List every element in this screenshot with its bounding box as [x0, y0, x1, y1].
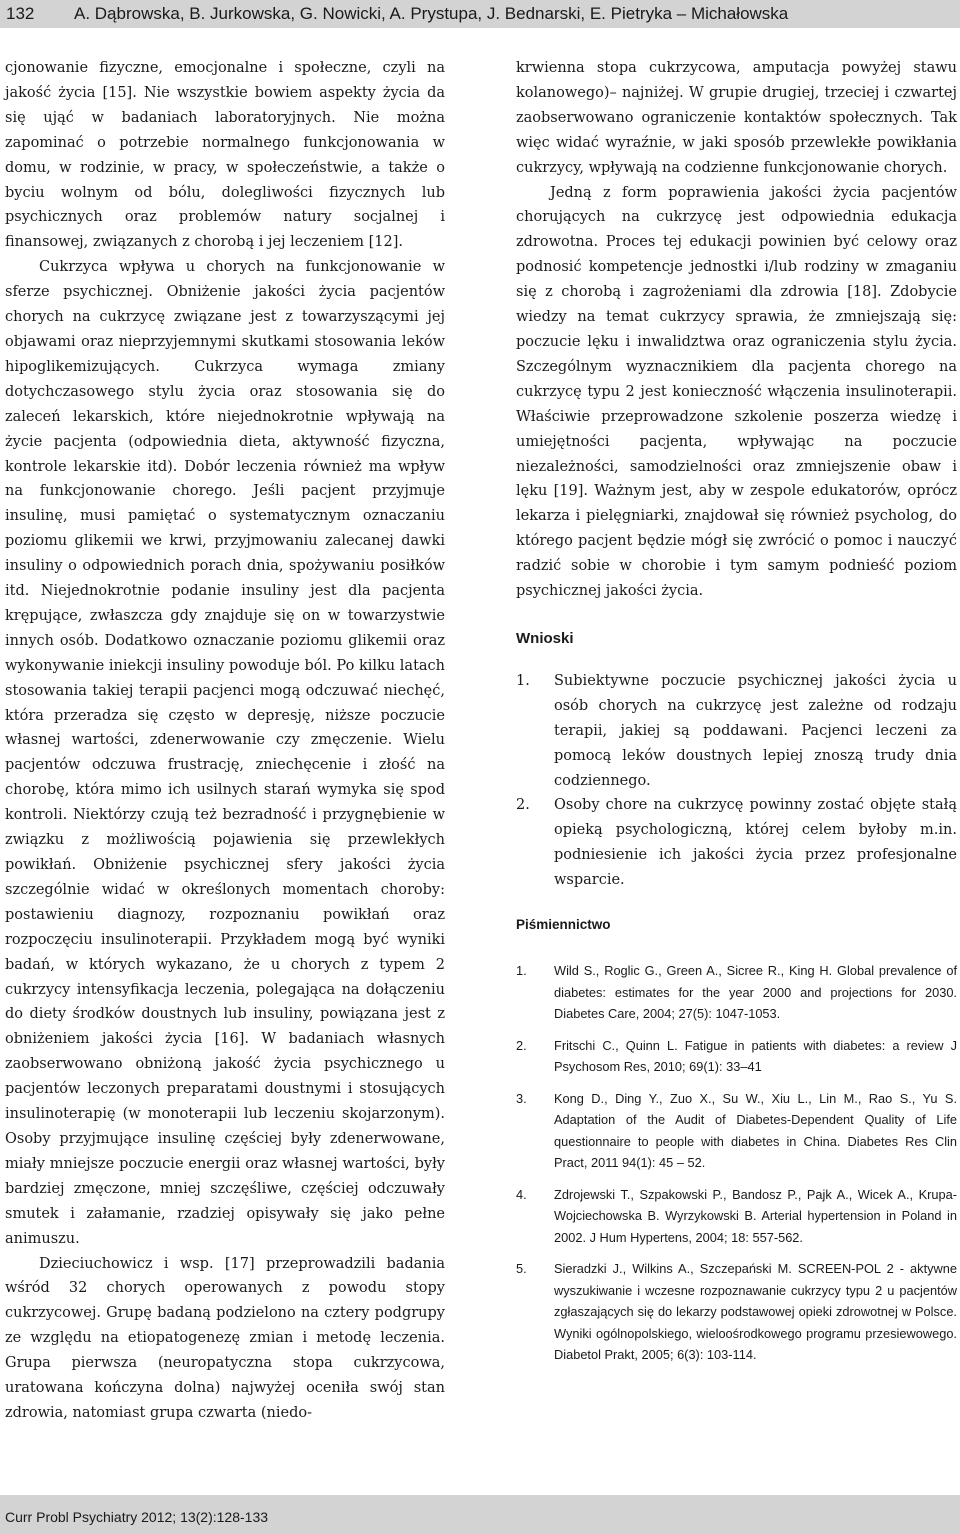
- conclusions-heading: Wnioski: [516, 629, 574, 647]
- reference-text: Sieradzki J., Wilkins A., Szczepański M. SCREEN-POL 2 - aktywne wyszukiwanie i wczesne rozpoznawanie cukrzycy typu 2 u pacjentów zgłaszających się do lekarzy podstawowej opieki zdrowotnej w Polsce. Wyniki ogólnopolskiego, wieloośrodkowego programu przesiewowego. Diabetol Prakt, 2005; 6(3): 103-114.: [554, 1261, 957, 1363]
- conclusions-list: [516, 669, 957, 893]
- right-column: [516, 56, 957, 1376]
- conclusion-text: Osoby chore na cukrzycę powinny zostać objęte stałą opieką psychologiczną, której celem byłoby m.in. podniesienie ich jakości życia przez profesjonalne wsparcie.: [554, 797, 957, 889]
- conclusion-number: 1.: [516, 672, 530, 689]
- body-paragraph: krwienna stopa cukrzycowa, amputacja powyżej stawu kolanowego)– najniżej. W grupie drugiej, trzeciej i czwartej zaobserwowano ograniczenie kontaktów społecznych. Tak więc widać wyraźnie, w jaki sposób przewlekłe powikłania cukrzycy, wpływają na codzienne funkcjonowanie chorych.: [516, 60, 957, 176]
- conclusion-item: [516, 793, 957, 893]
- conclusion-number: 2.: [516, 797, 530, 814]
- reference-item: [516, 1258, 957, 1366]
- conclusion-text: Subiektywne poczucie psychicznej jakości życia u osób chorych na cukrzycę jest zależne od rodzaju terapii, jakiej są poddawani. Pacjenci leczeni za pomocą leków doustnych lepiej znoszą trudy dnia codziennego.: [554, 672, 957, 789]
- reference-text: Fritschi C., Quinn L. Fatigue in patients with diabetes: a review J Psychosom Res, 2010; 69(1): 33–41: [554, 1037, 957, 1075]
- body-paragraph: Dzieciuchowicz i wsp. [17] przeprowadzili badania wśród 32 chorych operowanych z powodu stopy cukrzycowej. Grupę badaną podzielono na cztery podgrupy ze względu na etiopatogenezę zmian i metodę leczenia. Grupa pierwsza (neuropatyczna stopa cukrzycowa, uratowana kończyna dolna) najwyżej oceniła swój stan zdrowia, natomiast grupa czwarta (niedo-: [5, 1255, 445, 1421]
- body-paragraph: Cukrzyca wpływa u chorych na funkcjonowanie w sferze psychicznej. Obniżenie jakości życia pacjentów chorych na cukrzycę związane jest z towarzyszącymi jej objawami oraz nieprzyjemnymi skutkami stosowania leków hipoglikemizujących. Cukrzyca wymaga zmiany dotychczasowego stylu życia oraz stosowania się do zaleceń lekarskich, które niejednokrotnie wpływają na życie pacjenta (odpowiednia dieta, aktywność fizyczna, kontrole lekarskie itd). Dobór leczenia również ma wpływ na funkcjonowanie chorego. Jeśli pacjent przyjmuje insulinę, musi pamiętać o systematycznym oznaczaniu poziomu glikemii we krwi, przyjmowaniu zalecanej dawki insuliny o odpowiednich porach dnia, spożywaniu posiłków itd. Niejednokrotnie podanie insuliny jest dla pacjenta krępujące, zwłaszcza gdy znajduje się on w towarzystwie innych osób. Dodatkowo oznaczanie poziomu glikemii oraz wykonywanie iniekcji insuliny powoduje ból. Po kilku latach stosowania takiej terapii pacjenci mogą odczuwać niechęć, która przeradza się często w depresję, niższe poczucie własnej wartości, zdenerwowanie czy zmęczenie. Wielu pacjentów odczuwa frustrację, zniechęcenie i złość na chorobę, która mimo ich usilnych starań wymyka się spod kontroli. Niektórzy czują też bezradność i przygnębienie w związku z możliwością pojawienia się przewlekłych powikłań. Obniżenie psychicznej sfery jakości życia szczególnie widać w określonych momentach choroby: postawieniu diagnozy, rozpoznaniu powikłań oraz rozpoczęciu insulinoterapii. Przykładem mogą być wyniki badań, w których wykazano, że u chorych z typem 2 cukrzycy intensyfikacja leczenia, polegająca na dołączeniu do diety środków doustnych lub insuliny, powiązana jest z obniżeniem jakości życia [16]. W badaniach własnych zaobserwowano obniżoną jakość życia psychicznego u pacjentów leczonych preparatami doustnymi i stosujących insulinoterapię (w monoterapii lub leczeniu skojarzonym). Osoby przyjmujące insulinę częściej były zdenerwowane, miały mniejsze poczucie energii oraz własnej wartości, były bardziej zmęczone, mniej szczęśliwe, częściej odczuwały smutek i załamanie, rzadziej opisywały się jako pełne animuszu.: [5, 259, 445, 1247]
- reference-item: [516, 1035, 957, 1078]
- reference-item: [516, 1088, 957, 1174]
- running-footer: [0, 1495, 960, 1534]
- body-paragraph: cjonowanie fizyczne, emocjonalne i społeczne, czyli na jakość życia [15]. Nie wszystkie bowiem aspekty życia da się ująć w badaniach laboratoryjnych. Nie można zapominać o potrzebie normalnego funkcjonowania w domu, w rodzinie, w pracy, w społeczeństwie, a także o byciu wolnym od bólu, dolegliwości fizycznych lub psychicznych oraz problemów natury socjalnej i finansowej, związanych z chorobą i jej leczeniem [12].: [5, 60, 445, 251]
- reference-number: 5.: [516, 1261, 527, 1277]
- running-header: [0, 0, 960, 28]
- references-list: [516, 960, 957, 1366]
- header-authors: A. Dąbrowska, B. Jurkowska, G. Nowicki, A. Prystupa, J. Bednarski, E. Pietryka – Michałowska: [74, 4, 789, 23]
- reference-number: 4.: [516, 1186, 527, 1202]
- conclusion-item: [516, 669, 957, 794]
- reference-item: [516, 960, 957, 1025]
- reference-number: 1.: [516, 963, 527, 979]
- reference-number: 2.: [516, 1037, 527, 1053]
- page-number: 132: [6, 4, 35, 23]
- body-paragraph: Jedną z form poprawienia jakości życia pacjentów chorujących na cukrzycę jest odpowiednia edukacja zdrowotna. Proces tej edukacji powinien być celowy oraz podnosić kompetencje jednostki i/lub rodziny w zmaganiu się z chorobą i zagrożeniami dla zdrowia [18]. Zdobycie wiedzy na temat cukrzycy sprawia, że zmniejszają się: poczucie lęku i inwalidztwa oraz ograniczenia stylu życia. Szczególnym wyznacznikiem dla pacjenta chorego na cukrzycę typu 2 jest konieczność włączenia insulinoterapii. Właściwie przeprowadzone szkolenie poszerza wiedzę i umiejętności pacjenta, wpływając na poczucie niezależności, samodzielności oraz zmniejszenie obaw i lęku [19]. Ważnym jest, aby w zespole edukatorów, oprócz lekarza i pielęgniarki, znajdował się również psycholog, do którego pacjent będzie mógł się zwrócić o pomoc i nauczyć radzić sobie w chorobie i tym samym podnieść poziom psychicznej jakości życia.: [516, 184, 957, 600]
- reference-text: Kong D., Ding Y., Zuo X., Su W., Xiu L., Lin M., Rao S., Yu S. Adaptation of the Audit of Diabetes-Dependent Quality of Life questionnaire to people with diabetes in China. Diabetes Res Clin Pract, 2011 94(1): 45 – 52.: [554, 1090, 957, 1171]
- references-heading: Piśmiennictwo: [516, 917, 611, 933]
- journal-citation: Curr Probl Psychiatry 2012; 13(2):128-133: [5, 1509, 269, 1525]
- reference-number: 3.: [516, 1090, 527, 1106]
- reference-text: Zdrojewski T., Szpakowski P., Bandosz P., Pajk A., Wicek A., Krupa-Wojciechowska B. Wyrzykowski B. Arterial hypertension in Poland in 2002. J Hum Hypertens, 2004; 18: 557-562.: [554, 1186, 957, 1245]
- reference-item: [516, 1184, 957, 1249]
- reference-text: Wild S., Roglic G., Green A., Sicree R., King H. Global prevalence of diabetes: estimates for the year 2000 and projections for 2030. Diabetes Care, 2004; 27(5): 1047-1053.: [554, 963, 957, 1022]
- left-column: [5, 56, 445, 1426]
